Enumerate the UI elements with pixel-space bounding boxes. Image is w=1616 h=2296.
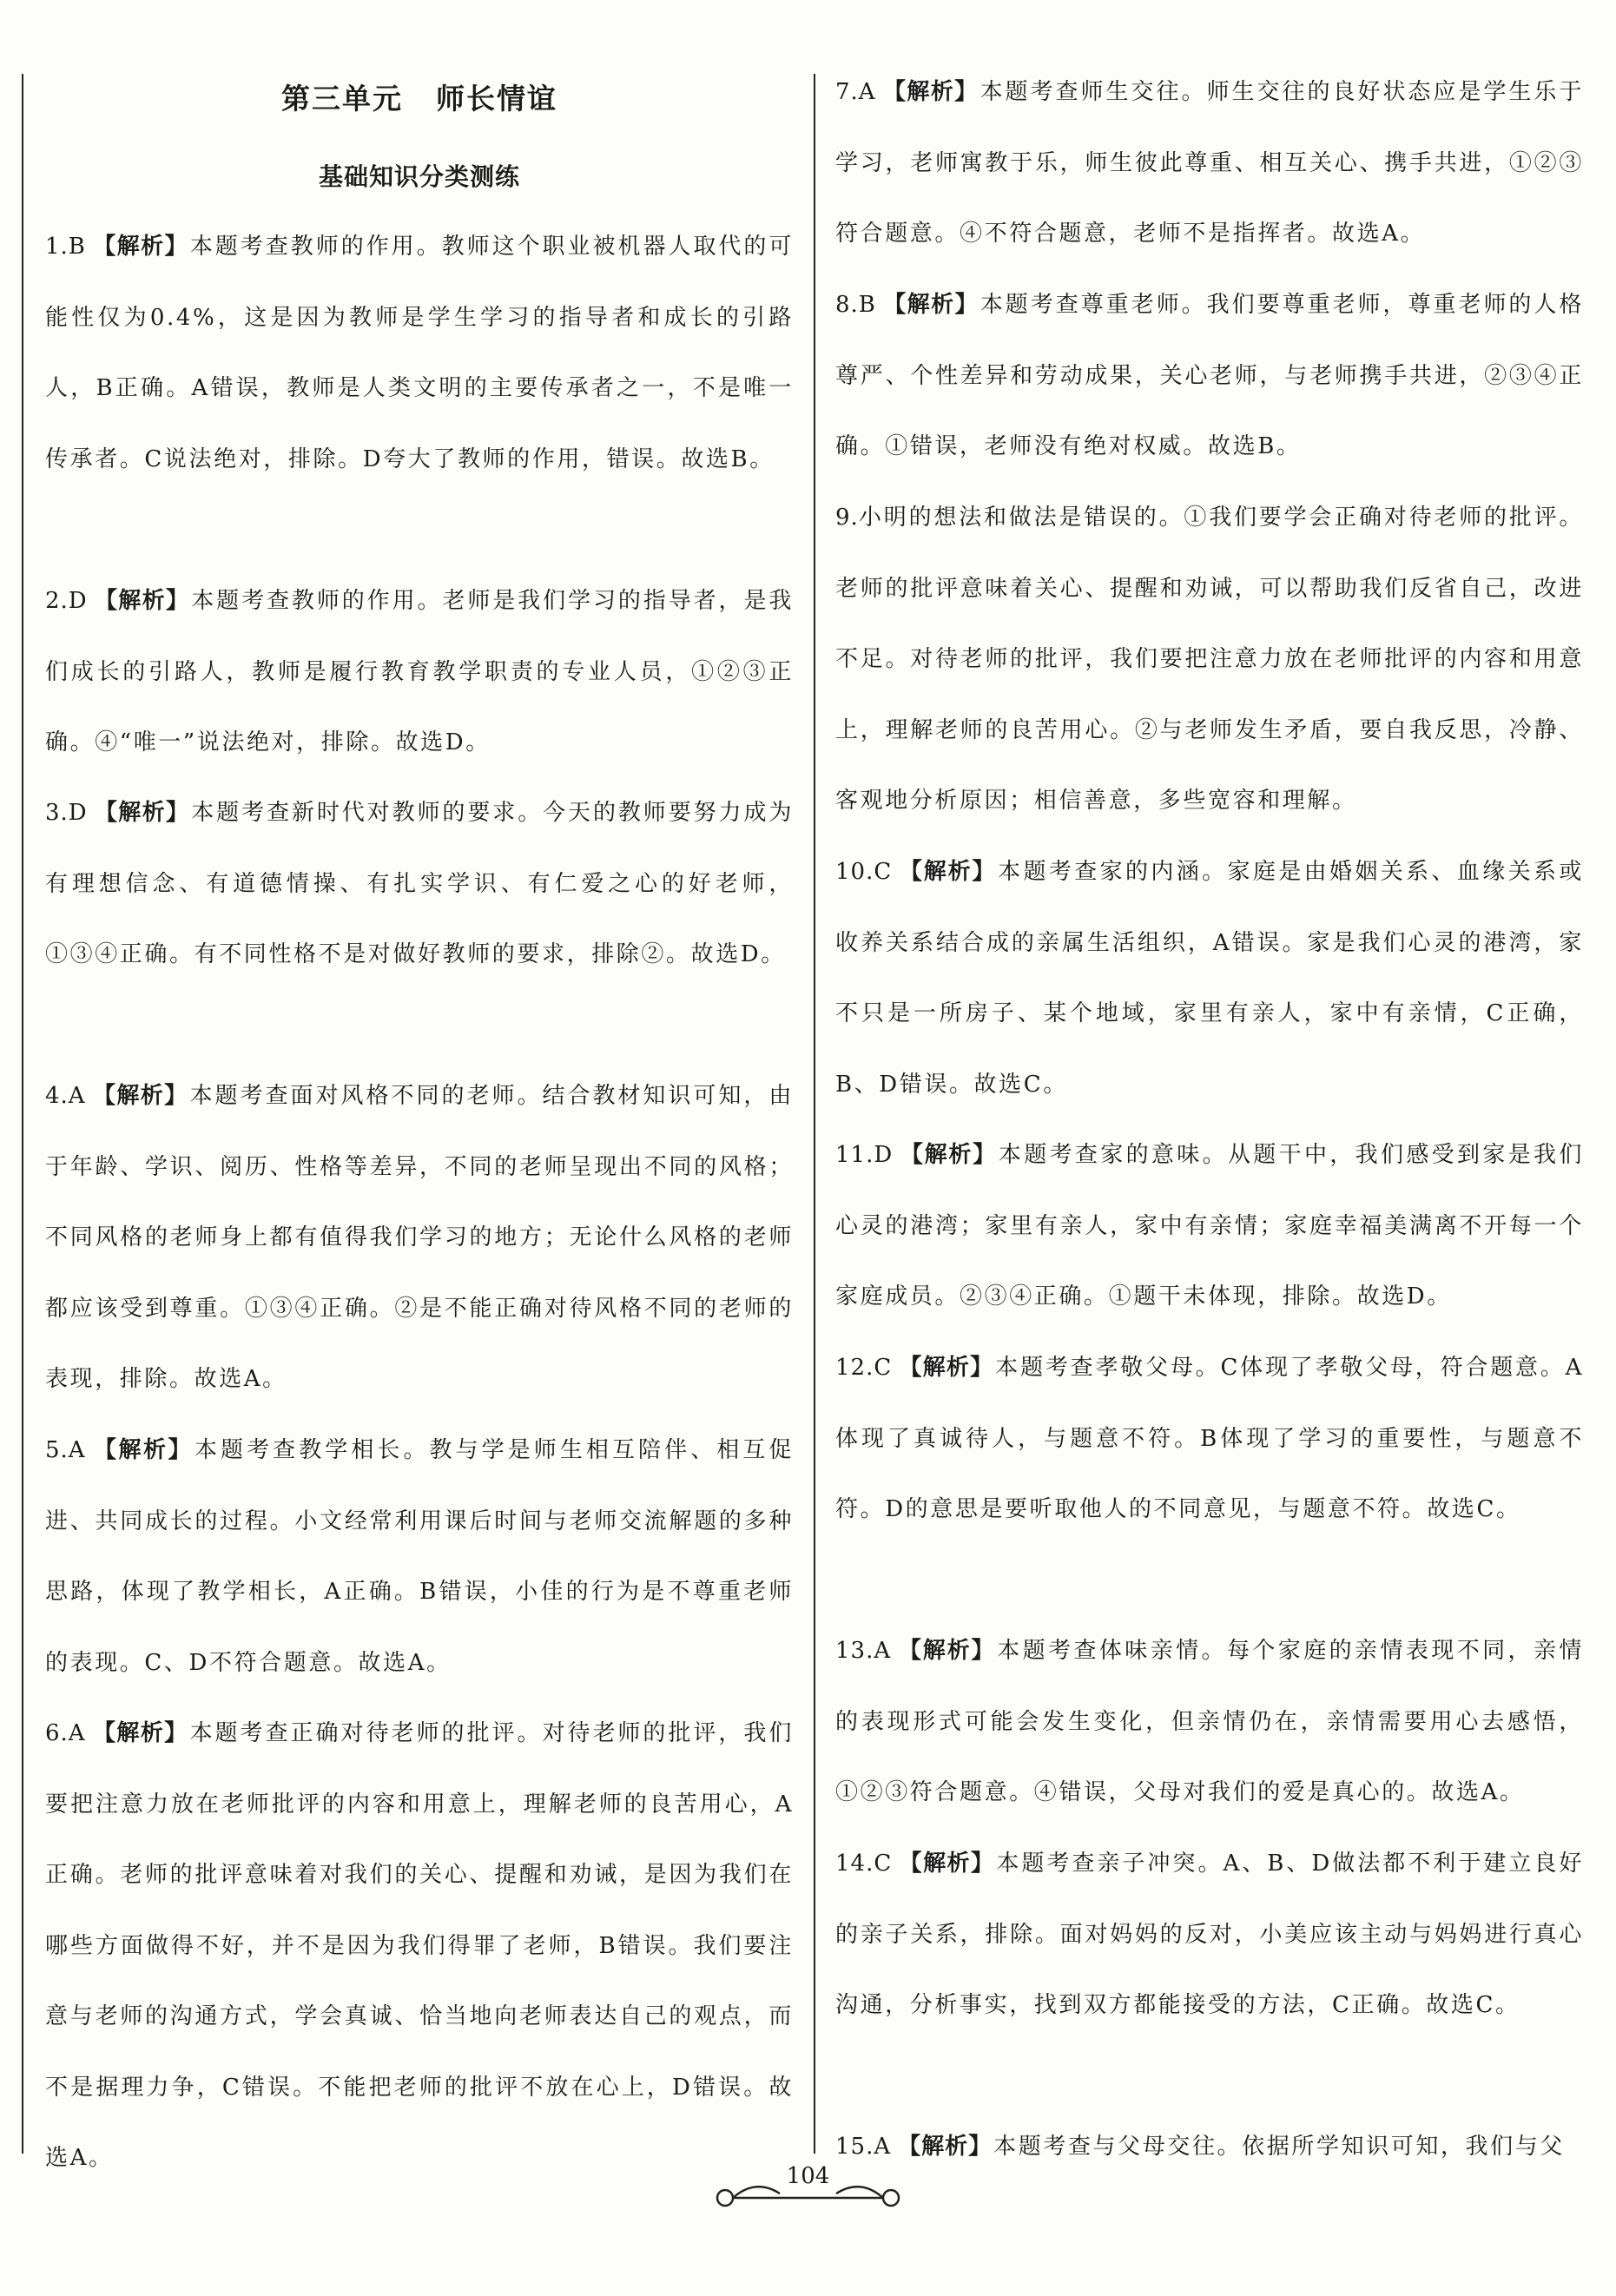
analysis-tag: 【解析】 — [94, 800, 190, 826]
section-title: 基础知识分类测练 — [318, 162, 520, 191]
answer-item-5 — [45, 1415, 794, 1699]
answer-number: 10.C — [835, 859, 893, 885]
answer-text: 本题考查面对风格不同的老师。结合教材知识可知，由于年龄、学识、阅历、性格等差异，不同的老师呈现出不同的风格；不同风格的老师身上都有值得我们学习的地方；无论什么风格的老师都应该受到尊重。①③④正确。②是不能正确对待风格不同的老师的表现，排除。故选A。 — [45, 1083, 794, 1392]
answer-number: 3.D — [45, 800, 88, 826]
answer-number: 14.C — [835, 1851, 893, 1877]
answer-item-7 — [835, 57, 1584, 270]
answer-text: 本题考查尊重老师。我们要尊重老师，尊重老师的人格尊严、个性差异和劳动成果，关心老师，与老师携手共进，②③④正确。①错误，老师没有绝对权威。故选B。 — [835, 292, 1584, 459]
answer-item-12 — [835, 1333, 1584, 1546]
page-footer — [0, 2159, 1616, 2220]
answer-item-10 — [835, 837, 1584, 1120]
answer-text: 本题考查师生交往。师生交往的良好状态应是学生乐于学习，老师寓教于乐，师生彼此尊重、相互关心、携手共进，①②③符合题意。④不符合题意，老师不是指挥者。故选A。 — [835, 79, 1584, 247]
answer-text: 本题考查正确对待老师的批评。对待老师的批评，我们要把注意力放在老师批评的内容和用意上，理解老师的良苦用心，A正确。老师的批评意味着对我们的关心、提醒和劝诫，是因为我们在哪些方面做得不好，并不是因为我们得罪了老师，B错误。我们要注意与老师的沟通方式，学会真诚、恰当地向老师表达自己的观点，而不是据理力争，C错误。不能把老师的批评不放在心上，D错误。故选A。 — [45, 1720, 794, 2171]
answer-number: 8.B — [835, 292, 876, 318]
analysis-tag: 【解析】 — [92, 1083, 188, 1109]
unit-title — [45, 76, 794, 117]
answer-number: 13.A — [835, 1638, 892, 1664]
answer-text: 本题考查家的内涵。家庭是由婚姻关系、血缘关系或收养关系结合成的亲属生活组织，A错误。家是我们心灵的港湾，家不只是一所房子、某个地域，家里有亲人，家中有亲情，C正确，B、D错误。故选C。 — [835, 859, 1584, 1098]
analysis-tag: 【解析】 — [899, 1355, 994, 1381]
unit-title-name: 师长情谊 — [436, 82, 557, 115]
answer-item-1 — [45, 212, 794, 495]
answer-text: 本题考查家的意味。从题干中，我们感受到家是我们心灵的港湾；家里有亲人，家中有亲情；家庭幸福美满离不开每一个家庭成员。②③④正确。①题干未体现，排除。故选D。 — [835, 1142, 1584, 1310]
analysis-tag: 【解析】 — [899, 859, 997, 885]
answer-number: 4.A — [45, 1083, 86, 1109]
answer-number: 1.B — [45, 234, 86, 260]
analysis-tag: 【解析】 — [898, 2134, 993, 2160]
answer-text: 本题考查体味亲情。每个家庭的亲情表现不同，亲情的表现形式可能会发生变化，但亲情仍在，亲情需要用心去感悟，①②③符合题意。④错误，父母对我们的爱是真心的。故选A。 — [835, 1638, 1584, 1805]
left-column-rule — [22, 74, 23, 2154]
answer-number: 15.A — [835, 2134, 892, 2160]
answer-item-14 — [835, 1829, 1584, 2042]
answer-number: 7.A — [835, 79, 876, 105]
answer-text: 本题考查教师的作用。教师这个职业被机器人取代的可能性仅为0.4%，这是因为教师是学生学习的指导者和成长的引路人，B正确。A错误，教师是人类文明的主要传承者之一，不是唯一传承者。C说法绝对，排除。D夸大了教师的作用，错误。故选B。 — [45, 234, 794, 472]
answer-text: 本题考查教师的作用。老师是我们学习的指导者，是我们成长的引路人，教师是履行教育教学职责的专业人员，①②③正确。④“唯一”说法绝对，排除。故选D。 — [45, 588, 794, 755]
answer-number: 9. — [835, 505, 859, 531]
answer-item-4 — [45, 1061, 794, 1415]
answer-number: 11.D — [835, 1142, 894, 1168]
answer-number: 12.C — [835, 1355, 893, 1381]
answer-text: 本题考查孝敬父母。C体现了孝敬父母，符合题意。A体现了真诚待人，与题意不符。B体现了学习的重要性，与题意不符。D的意思是要听取他人的不同意见，与题意不符。故选C。 — [835, 1355, 1584, 1522]
answer-number: 5.A — [45, 1437, 86, 1463]
answer-item-11 — [835, 1120, 1584, 1333]
answer-text: 小明的想法和做法是错误的。①我们要学会正确对待老师的批评。老师的批评意味着关心、提醒和劝诫，可以帮助我们反省自己，改进不足。对待老师的批评，我们要把注意力放在老师批评的内容和用意上，理解老师的良苦用心。②与老师发生矛盾，要自我反思，冷静、客观地分析原因；相信善意，多些宽容和理解。 — [835, 505, 1584, 814]
answer-item-13 — [835, 1616, 1584, 1829]
answer-number: 6.A — [45, 1720, 86, 1746]
answer-text: 本题考查与父母交往。依据所学知识可知，我们与父 — [993, 2134, 1565, 2160]
answer-item-2 — [45, 566, 794, 779]
analysis-tag: 【解析】 — [899, 1851, 995, 1877]
center-column-rule — [814, 74, 815, 2154]
analysis-tag: 【解析】 — [92, 234, 188, 260]
answer-item-6 — [45, 1699, 794, 2194]
unit-title-number: 第三单元 — [281, 82, 403, 115]
answer-text: 本题考查新时代对教师的要求。今天的教师要努力成为有理想信念、有道德情操、有扎实学识、有仁爱之心的好老师，①③④正确。有不同性格不是对做好教师的要求，排除②。故选D。 — [45, 800, 794, 967]
answer-text: 本题考查亲子冲突。A、B、D做法都不利于建立良好的亲子关系，排除。面对妈妈的反对，小美应该主动与妈妈进行真心沟通，分析事实，找到双方都能接受的方法，C正确。故选C。 — [835, 1851, 1584, 2018]
answer-item-8 — [835, 270, 1584, 483]
analysis-tag: 【解析】 — [92, 1437, 193, 1463]
answer-item-9 — [835, 483, 1584, 837]
answer-item-3 — [45, 778, 794, 991]
answer-number: 2.D — [45, 588, 88, 614]
analysis-tag: 【解析】 — [94, 588, 190, 614]
analysis-tag: 【解析】 — [882, 292, 979, 318]
analysis-tag: 【解析】 — [898, 1638, 996, 1664]
analysis-tag: 【解析】 — [882, 79, 979, 105]
page-number: 104 — [786, 2163, 830, 2189]
answer-text: 本题考查教学相长。教与学是师生相互陪伴、相互促进、共同成长的过程。小文经常利用课后时间与老师交流解题的多种思路，体现了教学相长，A正确。B错误，小佳的行为是不尊重老师的表现。C、D不符合题意。故选A。 — [45, 1437, 794, 1676]
analysis-tag: 【解析】 — [92, 1720, 188, 1746]
analysis-tag: 【解析】 — [900, 1142, 997, 1168]
